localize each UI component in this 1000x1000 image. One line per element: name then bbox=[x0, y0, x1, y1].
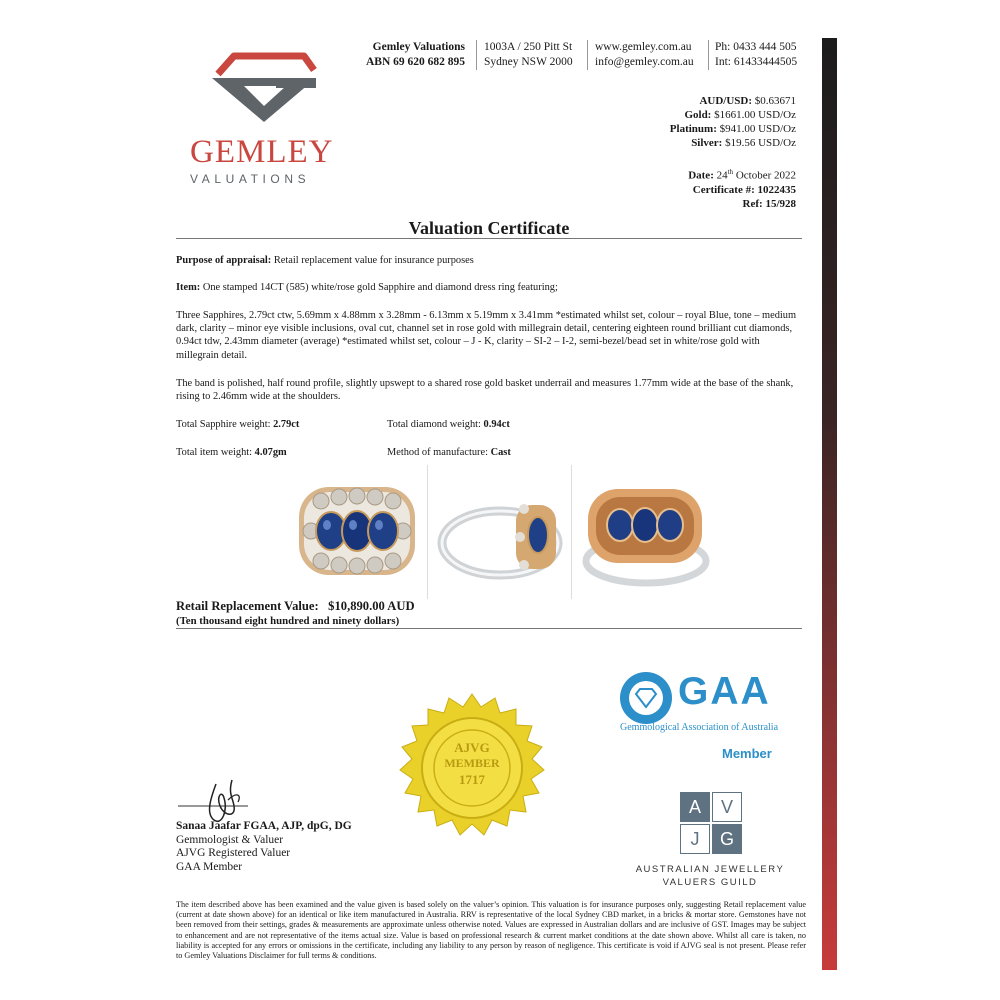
date-day: 24 bbox=[716, 169, 728, 182]
certificate-label: Certificate #: bbox=[692, 183, 755, 196]
ajvg-member-seal bbox=[396, 692, 548, 844]
gaa-full-name: Gemmological Association of Australia bbox=[620, 722, 779, 733]
header-divider bbox=[587, 40, 588, 70]
method-value: Cast bbox=[490, 447, 511, 458]
ref-number: 15/928 bbox=[765, 197, 796, 210]
gold-label: Gold: bbox=[684, 109, 712, 121]
email-link[interactable]: info@gemley.com.au bbox=[595, 56, 694, 68]
date-suffix: th bbox=[727, 168, 734, 176]
gold-value: $1661.00 USD/Oz bbox=[714, 109, 796, 121]
ajvg-tile-a: A bbox=[680, 792, 710, 822]
gaa-emblem-icon bbox=[618, 670, 674, 726]
ajvg-tile-v: V bbox=[712, 792, 742, 822]
title-divider bbox=[176, 238, 802, 239]
certificate-number: 1022435 bbox=[757, 183, 796, 196]
phone-number: Ph: 0433 444 505 bbox=[715, 41, 797, 53]
signatory-role2: AJVG Registered Valuer bbox=[176, 847, 291, 860]
signatory-block bbox=[176, 820, 352, 874]
audusd-label: AUD/USD: bbox=[699, 95, 752, 107]
ring-photo-underside bbox=[574, 465, 714, 599]
website-link[interactable]: www.gemley.com.au bbox=[595, 41, 692, 53]
logo-subtitle-text: VALUATIONS bbox=[190, 172, 311, 186]
logo-brand-text: GEMLEY bbox=[190, 134, 334, 170]
retail-value-words: (Ten thousand eight hundred and ninety dollars) bbox=[176, 615, 400, 627]
header-divider bbox=[708, 40, 709, 70]
address-line1: 1003A / 250 Pitt St bbox=[484, 41, 573, 53]
seal-line3: 1717 bbox=[459, 772, 485, 787]
gaa-member-badge bbox=[612, 668, 792, 768]
diamond-weight-value: 0.94ct bbox=[483, 419, 510, 430]
signatory-role1: Gemmologist & Valuer bbox=[176, 833, 284, 846]
ring-photo-front bbox=[287, 465, 428, 599]
date-label: Date: bbox=[688, 169, 714, 182]
ajvg-logo bbox=[632, 792, 788, 892]
metal-rates bbox=[560, 94, 796, 150]
item-weight-label: Total item weight: bbox=[176, 447, 253, 458]
company-abn: ABN 69 620 682 895 bbox=[365, 56, 465, 68]
item-row bbox=[176, 281, 804, 294]
header-address bbox=[484, 40, 573, 70]
item-weight-value: 4.07gm bbox=[254, 447, 287, 458]
band-description: The band is polished, half round profile, slightly upswept to a shared rose gold basket underrail and measures 1.77mm wide at the base of the shank, rising to 2.46mm wide at the shoulders. bbox=[176, 378, 794, 403]
item-label: Item: bbox=[176, 282, 201, 293]
intl-phone-number: Int: 61433444505 bbox=[715, 56, 798, 68]
ajvg-name-line2: VALUERS GUILD bbox=[662, 877, 758, 888]
header-phone bbox=[715, 40, 797, 70]
disclaimer-text: The item described above has been examined and the value given is based solely on the valuer’s opinion. This valuation is for insurance purposes only, suggesting Retail replacement value (current at date shown above) for an identical or like item manufactured in Australia. RRV is representative of the local Sydney CBD market, in a bricks & mortar store. Gemstones have not been removed from their settings, grades & measurements are approximate unless otherwise noted. Values are expressed in Australian dollars and are inclusive of GST. Images may be subject to enhancement and are not representative of the items actual size. Value is based on professional research & current market conditions at the date shown above. Whilst all care is taken, no liability is accepted for any errors or omissions in the certificate, including any liability to any person by reason of negligence. This certificate is void if AJVG seal is not present. Please refer to Gemley Valuations Disclaimer for full terms & conditions. bbox=[176, 900, 806, 961]
header-company bbox=[330, 40, 465, 70]
address-line2: Sydney NSW 2000 bbox=[484, 56, 573, 68]
purpose-text: Retail replacement value for insurance purposes bbox=[273, 255, 474, 266]
date-rest: October 2022 bbox=[735, 169, 796, 182]
silver-label: Silver: bbox=[691, 137, 723, 149]
silver-value: $19.56 USD/Oz bbox=[725, 137, 796, 149]
retail-divider bbox=[176, 628, 802, 629]
ajvg-name-line1: AUSTRALIAN JEWELLERY bbox=[635, 864, 785, 875]
platinum-value: $941.00 USD/Oz bbox=[719, 123, 796, 135]
decorative-side-bar bbox=[822, 38, 837, 970]
seal-line2: MEMBER bbox=[444, 756, 500, 770]
retail-value-label: Retail Replacement Value: bbox=[176, 599, 319, 613]
purpose-row bbox=[176, 254, 804, 267]
ajvg-tile-g: G bbox=[712, 824, 742, 854]
header-divider bbox=[476, 40, 477, 70]
retail-value-row bbox=[176, 599, 415, 614]
ref-label: Ref: bbox=[742, 197, 763, 210]
sapphire-weight-value: 2.79ct bbox=[273, 419, 300, 430]
stone-description: Three Sapphires, 2.79ct ctw, 5.69mm x 4.88mm x 3.28mm - 6.13mm x 5.19mm x 3.41mm *estimated whilst set, colour – royal Blue, tone – medium dark, clarity – minor eye visible inclusions, oval cut, channel set in rose gold with millegrain detail, centering eighteen round brilliant cut diamonds, 0.94ct tdw, 2.43mm diameter (average) *estimated whilst set, colour – J - K, clarity – SI-2 – I-2, semi-bezel/bead set in white/rose gold with millegrain detail. bbox=[176, 310, 797, 361]
platinum-label: Platinum: bbox=[669, 123, 717, 135]
gaa-member-label: Member bbox=[722, 746, 772, 761]
ajvg-tile-j: J bbox=[680, 824, 710, 854]
signatory-role3: GAA Member bbox=[176, 860, 243, 873]
retail-value-amount: $10,890.00 AUD bbox=[328, 599, 415, 613]
diamond-weight-label: Total diamond weight: bbox=[387, 419, 481, 430]
certificate-meta bbox=[560, 165, 796, 211]
method-label: Method of manufacture: bbox=[387, 447, 488, 458]
gaa-acronym: GAA bbox=[678, 670, 771, 713]
header-web bbox=[595, 40, 694, 70]
gemley-logo bbox=[176, 50, 366, 190]
ring-photo-side bbox=[430, 465, 572, 599]
seal-line1: AJVG bbox=[454, 740, 490, 755]
page-title: Valuation Certificate bbox=[408, 218, 570, 238]
purpose-label: Purpose of appraisal: bbox=[176, 255, 272, 266]
signatory-name: Sanaa Jaafar FGAA, AJP, dpG, DG bbox=[176, 820, 352, 832]
audusd-value: $0.63671 bbox=[754, 95, 796, 107]
item-text: One stamped 14CT (585) white/rose gold Sapphire and diamond dress ring featuring; bbox=[202, 282, 558, 293]
sapphire-weight-label: Total Sapphire weight: bbox=[176, 419, 271, 430]
company-name: Gemley Valuations bbox=[372, 41, 465, 53]
